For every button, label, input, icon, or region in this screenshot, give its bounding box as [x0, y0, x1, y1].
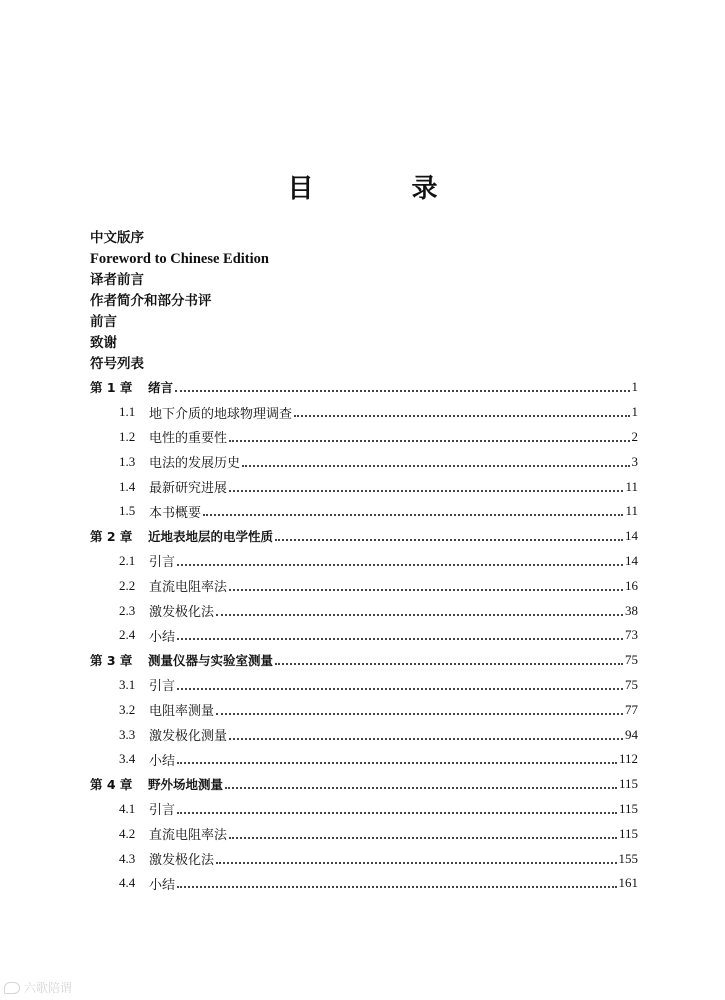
- toc-section-entry: [90, 474, 638, 499]
- toc-entry-page: 1: [631, 379, 638, 395]
- toc-section-entry: [90, 449, 638, 474]
- toc-entry-number: 4.3: [119, 850, 136, 866]
- toc-entry-title: 近地表地层的电学性质: [148, 529, 274, 545]
- watermark: [4, 979, 72, 996]
- toc-entry-page: 14: [625, 552, 638, 568]
- toc-leader-dots: [203, 514, 623, 516]
- toc-entry-number: 3.3: [119, 726, 136, 742]
- toc-section-entry: [90, 797, 638, 822]
- front-matter-item: 中文版序: [90, 230, 144, 246]
- toc-entry-title: 激发极化法: [149, 853, 215, 869]
- toc-section-entry: [90, 549, 638, 574]
- toc-entry-page: 16: [625, 577, 638, 593]
- toc-entry-page: 38: [625, 602, 638, 618]
- toc-leader-dots: [177, 688, 623, 690]
- toc-entry-title: 电法的发展历史: [149, 456, 241, 472]
- front-matter-item: Foreword to Chinese Edition: [90, 251, 269, 267]
- toc-entry-number: 第 2 章: [90, 529, 133, 545]
- toc-entry-number: 1.4: [119, 478, 136, 494]
- toc-entry-title: 小结: [149, 629, 176, 645]
- speech-bubble-icon: [4, 982, 20, 994]
- toc-entry-number: 第 1 章: [90, 380, 133, 396]
- toc-leader-dots: [275, 663, 623, 665]
- toc-section-entry: [90, 499, 638, 524]
- toc-entry-number: 3.1: [119, 676, 136, 692]
- toc-entry-title: 引言: [149, 803, 176, 819]
- toc-entry-title: 小结: [149, 753, 176, 769]
- toc-leader-dots: [177, 638, 623, 640]
- toc-leader-dots: [229, 837, 617, 839]
- toc-section-entry: [90, 821, 638, 846]
- toc-entry-title: 引言: [149, 679, 176, 695]
- toc-entry-page: 1: [631, 404, 638, 420]
- toc-section-entry: [90, 425, 638, 450]
- toc-entry-page: 75: [625, 676, 638, 692]
- toc-entry-page: 2: [631, 428, 638, 444]
- toc-section-entry: [90, 598, 638, 623]
- toc-leader-dots: [177, 812, 617, 814]
- page-title: 目 录: [287, 174, 474, 204]
- front-matter-list: [90, 228, 650, 375]
- toc-entry-number: 第 3 章: [90, 653, 133, 669]
- toc-entry-title: 地下介质的地球物理调查: [149, 406, 293, 422]
- toc-entry-number: 2.4: [119, 627, 136, 643]
- toc-entry-title: 激发极化测量: [149, 729, 228, 745]
- toc-leader-dots: [242, 465, 629, 467]
- toc-entry-title: 电性的重要性: [149, 431, 228, 447]
- toc-entry-number: 4.1: [119, 800, 136, 816]
- toc-entry-number: 1.2: [119, 428, 136, 444]
- toc-leader-dots: [216, 614, 623, 616]
- toc-entry-page: 11: [625, 478, 638, 494]
- toc-entry-title: 直流电阻率法: [149, 828, 228, 844]
- toc-entry-title: 直流电阻率法: [149, 580, 228, 596]
- watermark-text: 六歌陪谓: [24, 981, 73, 995]
- toc-section-entry: [90, 400, 638, 425]
- toc-leader-dots: [294, 415, 629, 417]
- front-matter-item: 作者简介和部分书评: [90, 293, 212, 309]
- toc-entry-number: 1.5: [119, 503, 136, 519]
- toc-leader-dots: [229, 738, 623, 740]
- toc-entry-page: 94: [625, 726, 638, 742]
- toc-entry-title: 引言: [149, 555, 176, 571]
- toc-chapter-entry: [90, 375, 638, 400]
- toc-leader-dots: [225, 787, 617, 789]
- front-matter-item: 译者前言: [90, 272, 144, 288]
- toc-entry-page: 11: [625, 503, 638, 519]
- toc-entry-title: 最新研究进展: [149, 481, 228, 497]
- toc-leader-dots: [175, 390, 629, 392]
- toc-chapter-entry: [90, 524, 638, 549]
- toc-leader-dots: [229, 589, 623, 591]
- toc-section-entry: [90, 871, 638, 896]
- toc-entry-title: 激发极化法: [149, 605, 215, 621]
- toc-entry-number: 4.4: [119, 875, 136, 891]
- toc-section-entry: [90, 722, 638, 747]
- toc-section-entry: [90, 623, 638, 648]
- toc-section-entry: [90, 573, 638, 598]
- toc-entry-title: 野外场地测量: [148, 777, 224, 793]
- toc-entry-page: 73: [625, 627, 638, 643]
- toc-entry-number: 2.1: [119, 552, 136, 568]
- toc-entry-number: 3.4: [119, 751, 136, 767]
- toc-leader-dots: [177, 886, 616, 888]
- toc-entry-page: 115: [618, 825, 638, 841]
- toc-entry-number: 1.1: [119, 404, 136, 420]
- front-matter-item: 符号列表: [90, 356, 144, 372]
- toc-leader-dots: [177, 762, 617, 764]
- toc-entry-page: 14: [625, 528, 638, 544]
- toc-entry-title: 本书概要: [149, 505, 202, 521]
- toc-entry-page: 115: [618, 800, 638, 816]
- toc-entry-number: 2.2: [119, 577, 136, 593]
- front-matter-item: 致谢: [90, 335, 117, 351]
- toc-leader-dots: [229, 490, 623, 492]
- toc-entry-page: 77: [625, 701, 638, 717]
- toc-leader-dots: [216, 713, 623, 715]
- toc-entry-page: 161: [618, 875, 638, 891]
- toc-entry-title: 绪言: [148, 380, 174, 396]
- toc-entry-number: 4.2: [119, 825, 136, 841]
- toc-entry-title: 电阻率测量: [149, 704, 215, 720]
- toc-section-entry: [90, 697, 638, 722]
- toc-leader-dots: [216, 862, 616, 864]
- toc-entry-page: 115: [618, 776, 638, 792]
- toc-chapter-entry: [90, 772, 638, 797]
- toc-leader-dots: [229, 440, 629, 442]
- toc-entry-title: 测量仪器与实验室测量: [148, 653, 274, 669]
- toc-section-entry: [90, 673, 638, 698]
- toc-entry-number: 第 4 章: [90, 777, 133, 793]
- toc-entry-page: 3: [631, 453, 638, 469]
- toc-entry-page: 112: [618, 751, 638, 767]
- toc-entry-page: 155: [618, 850, 638, 866]
- toc-section-entry: [90, 747, 638, 772]
- toc-entry-title: 小结: [149, 877, 176, 893]
- toc-leader-dots: [177, 564, 623, 566]
- table-of-contents: [90, 375, 638, 896]
- toc-entry-number: 2.3: [119, 602, 136, 618]
- toc-entry-page: 75: [625, 652, 638, 668]
- toc-entry-number: 3.2: [119, 701, 136, 717]
- toc-section-entry: [90, 846, 638, 871]
- toc-chapter-entry: [90, 648, 638, 673]
- toc-leader-dots: [275, 539, 623, 541]
- front-matter-item: 前言: [90, 314, 117, 330]
- toc-entry-number: 1.3: [119, 453, 136, 469]
